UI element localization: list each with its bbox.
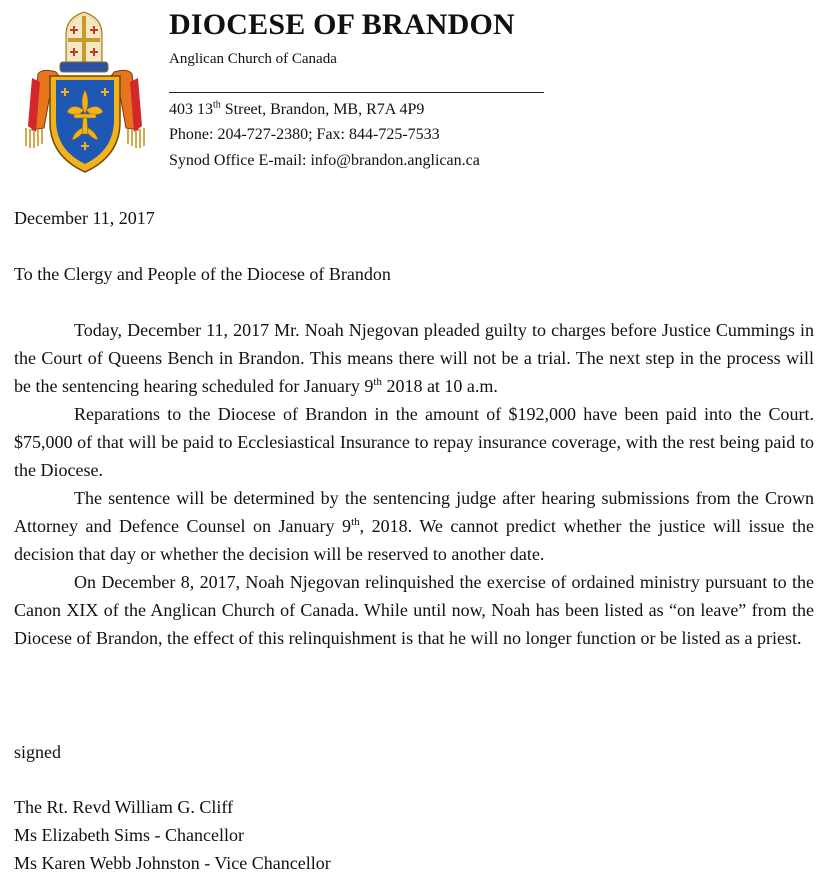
org-subtitle: Anglican Church of Canada <box>169 51 337 67</box>
paragraph-relinquishment-text: On December 8, 2017, Noah Njegovan relinquished the exercise of ordained ministry pursuant to the Canon XIX of the Anglican Church of Canada. While until now, Noah has been listed as “on leave” from the Diocese of Brandon, the effect of this relinquishment is that he will no longer function or be listed as a priest. <box>14 572 814 648</box>
phone-fax-line: Phone: 204-727-2380; Fax: 844-725-7533 <box>169 126 440 143</box>
signatory-bishop: The Rt. Revd William G. Cliff <box>14 797 234 817</box>
address-superscript: th <box>213 99 221 111</box>
signatory-chancellor: Ms Elizabeth Sims - Chancellor <box>14 825 244 845</box>
paragraph-reparations <box>14 400 814 484</box>
letterhead-divider <box>169 92 544 93</box>
email-line: Synod Office E-mail: info@brandon.anglican.ca <box>169 152 480 169</box>
diocesan-crest-icon <box>22 10 148 176</box>
salutation: To the Clergy and People of the Diocese of Brandon <box>14 264 391 284</box>
signatory-vice-chancellor: Ms Karen Webb Johnston - Vice Chancellor <box>14 853 331 873</box>
org-name: DIOCESE OF BRANDON <box>169 8 515 41</box>
paragraph-plea-end: 2018 at 10 a.m. <box>381 376 498 396</box>
address-line <box>169 99 424 121</box>
signed-label: signed <box>14 742 61 762</box>
paragraph-sentencing-end: , 2018. We cannot predict whether the justice will issue the decision that day or whether the decision will be reserved to another date. <box>14 516 814 564</box>
paragraph-plea-text: Today, December 11, 2017 Mr. Noah Njegovan pleaded guilty to charges before Justice Cummings in the Court of Queens Bench in Brandon. This means there will not be a trial. The next step in the process will be the sentencing hearing scheduled for January 9 <box>14 320 814 396</box>
letter-date: December 11, 2017 <box>14 208 155 228</box>
address-rest: Street, Brandon, MB, R7A 4P9 <box>220 101 425 118</box>
paragraph-sentencing-sup: th <box>351 516 360 528</box>
paragraph-reparations-text: Reparations to the Diocese of Brandon in the amount of $192,000 have been paid into the Court. $75,000 of that will be paid to Ecclesiastical Insurance to repay insurance coverage, with the rest being paid to the Diocese. <box>14 404 814 480</box>
paragraph-plea-sup: th <box>373 376 382 388</box>
paragraph-plea <box>14 316 814 400</box>
paragraph-sentencing-text: The sentence will be determined by the sentencing judge after hearing submissions from the Crown Attorney and Defence Counsel on January 9 <box>14 488 814 536</box>
address-number: 403 13 <box>169 101 213 118</box>
paragraph-sentencing <box>14 484 814 568</box>
paragraph-relinquishment <box>14 568 814 652</box>
